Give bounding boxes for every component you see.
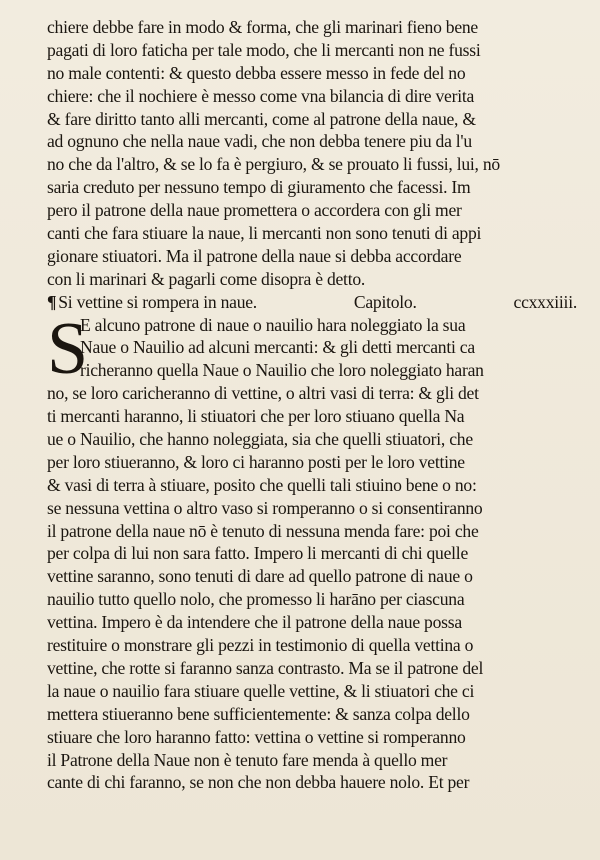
page-text	[47, 16, 577, 794]
text-line: cante di chi faranno, se non che non debba hauere nolo. Et per	[47, 772, 470, 793]
text-line: vettina. Impero è da intendere che il patrone della naue possa	[47, 612, 462, 633]
text-line: pagati di loro faticha per tale modo, che li mercanti non ne fussi	[47, 39, 481, 60]
text-line: chiere debbe fare in modo & forma, che gli marinari fieno bene	[47, 17, 478, 37]
text-line: la naue o nauilio fara stiuare quelle vettine, & li stiuatori che ci	[47, 680, 475, 701]
text-line: per loro stiueranno, & loro ci haranno posti per le loro vettine	[47, 451, 465, 472]
text-line: ue o Nauilio, che hanno noleggiata, sia che quelli stiuatori, che	[47, 429, 473, 450]
chapter-number: ccxxxiiii.	[513, 291, 577, 312]
text-line: il Patrone della Naue non è tenuto fare menda à quello mer	[47, 749, 448, 770]
drop-cap-initial: S	[47, 307, 88, 390]
chapter-title: Si vettine si rompera in naue.	[58, 291, 257, 312]
text-line: se nessuna vettina o altro vaso si romperanno o si consentiranno	[47, 497, 483, 518]
text-line: saria creduto per nessuno tempo di giuramento che facessi. Im	[47, 177, 471, 198]
text-line: pero il patrone della naue promettera o accordera con gli mer	[47, 200, 462, 221]
text-line: il patrone della naue nō è tenuto di nessuna menda fare: poi che	[47, 520, 479, 541]
text-line: vettine saranno, sono tenuti di dare ad quello patrone di naue o	[47, 566, 473, 587]
text-line: richeranno quella Naue o Nauilio che loro noleggiato haran	[80, 360, 484, 381]
text-line: ad ognuno che nella naue vadi, che non debba tenere piu da l'u	[47, 131, 472, 152]
text-line: nauilio tutto quello nolo, che promesso li harāno per ciascuna	[47, 589, 465, 610]
text-line: Naue o Nauilio ad alcuni mercanti: & gli detti mercanti ca	[80, 337, 475, 358]
text-line: per colpa di lui non sara fatto. Impero li mercanti di chi quelle	[47, 543, 468, 564]
text-line: vettine, che rotte si faranno sanza contrasto. Ma se il patrone del	[47, 657, 484, 678]
text-line: stiuare che loro haranno fatto: vettina o vettine si romperanno	[47, 726, 466, 747]
chapter-body	[47, 307, 577, 795]
chapter-capitolo: Capitolo.	[353, 291, 417, 312]
text-line: restituire o monstrare gli pezzi in testimonio di quella vettina o	[47, 635, 474, 656]
text-line: gionare stiuatori. Ma il patrone della naue si debba accordare	[47, 245, 462, 266]
text-line: E alcuno patrone di naue o nauilio hara noleggiato la sua	[80, 314, 466, 335]
text-line: con li marinari & pagarli come disopra è detto.	[47, 268, 366, 289]
chapter-heading	[47, 291, 577, 314]
text-line: no che da l'altro, & se lo fa è pergiuro, & se prouato li fussi, lui, nō	[47, 154, 500, 175]
text-line: mettera stiueranno bene sufficientemente: & sanza colpa dello	[47, 703, 470, 724]
chapter-paragraph	[47, 307, 577, 795]
text-line: & vasi di terra à stiuare, posito che quelli tali stiuino bene o no:	[47, 474, 477, 495]
pilcrow-mark: ¶	[47, 291, 57, 312]
text-line: chiere: che il nochiere è messo come vna bilancia di dire verita	[47, 85, 475, 106]
text-line: no, se loro caricheranno di vettine, o altri vasi di terra: & gli det	[47, 383, 479, 404]
intro-paragraph	[47, 16, 577, 291]
text-line: & fare diritto tanto alli mercanti, come al patrone della naue, &	[47, 108, 476, 129]
text-line: no male contenti: & questo debba essere messo in fede del no	[47, 62, 466, 83]
text-line: ti mercanti haranno, li stiuatori che per loro stiuano quella Na	[47, 406, 465, 427]
text-line: canti che fara stiuare la naue, li mercanti non sono tenuti di appi	[47, 223, 482, 244]
